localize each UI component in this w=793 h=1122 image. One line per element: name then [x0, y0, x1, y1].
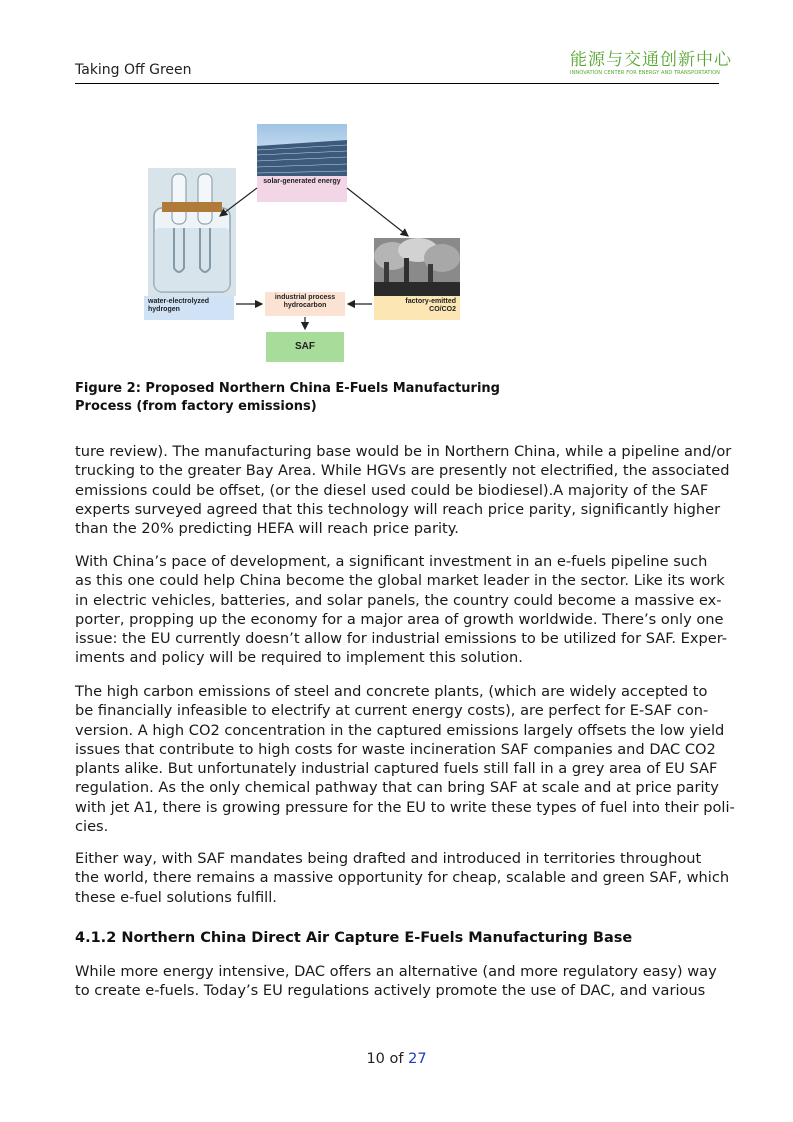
text-line: as this one could help China become the global market leader in the sector. Like its work	[75, 572, 725, 590]
process-diagram-figure	[140, 118, 460, 368]
text-line: emissions could be offset, (or the diesel used could be biodiesel).A majority of the SAF	[75, 481, 709, 499]
document-running-title: Taking Off Green	[75, 62, 192, 78]
page-of-text: of	[389, 1051, 404, 1067]
header-divider	[75, 83, 719, 84]
saf-output-label: SAF	[266, 332, 344, 362]
paragraph-china-development	[75, 552, 728, 668]
section-heading: 4.1.2 Northern China Direct Air Capture E-Fuels Manufacturing Base	[75, 930, 633, 946]
organization-logo	[570, 50, 732, 76]
text-line: issues that contribute to high costs for waste incineration SAF companies and DAC CO2	[75, 740, 716, 758]
page-number-footer	[0, 1051, 793, 1067]
figure-caption	[75, 380, 500, 416]
logo-english-text: INNOVATION CENTER FOR ENERGY AND TRANSPORTATION	[570, 70, 720, 76]
text-line: issue: the EU currently doesn’t allow for industrial emissions to be utilized for SAF. Exper-	[75, 630, 728, 648]
text-line: version. A high CO2 concentration in the captured emissions largely offsets the low yield	[75, 721, 725, 739]
text-line: these e-fuel solutions fulfill.	[75, 888, 277, 906]
solar-energy-label: solar-generated energy	[257, 176, 347, 202]
text-line: regulation. As the only chemical pathway that can bring SAF at scale and at price parity	[75, 779, 719, 797]
paragraph-carbon-emissions	[75, 682, 735, 836]
industrial-process-label: industrial process hydrocarbon	[265, 292, 345, 316]
text-line: the world, there remains a massive opportunity for cheap, scalable and green SAF, which	[75, 869, 730, 887]
text-line: cies.	[75, 818, 109, 836]
text-line: to create e-fuels. Today’s EU regulations actively promote the use of DAC, and various	[75, 982, 706, 1000]
co2-source-label: factory-emitted CO/CO2	[374, 296, 460, 320]
text-line: The high carbon emissions of steel and concrete plants, (which are widely accepted to	[75, 683, 708, 700]
text-line: ture review). The manufacturing base would be in Northern China, while a pipeline and/or	[75, 443, 732, 460]
caption-line: Figure 2: Proposed Northern China E-Fuels Manufacturing	[75, 381, 500, 396]
text-line: trucking to the greater Bay Area. While HGVs are presently not electrified, the associated	[75, 462, 730, 480]
logo-chinese-text: 能源与交通创新中心	[570, 50, 732, 70]
total-pages-link[interactable]: 27	[408, 1051, 427, 1067]
text-line: While more energy intensive, DAC offers an alternative (and more regulatory easy) way	[75, 963, 717, 980]
paragraph-price-parity	[75, 442, 732, 538]
arrow-solar-to-factory	[347, 188, 408, 236]
paragraph-saf-mandates	[75, 849, 730, 907]
process-arrows	[140, 118, 460, 368]
paragraph-dac-intro	[75, 962, 720, 1001]
text-line: plants alike. But unfortunately industrial captured fuels still fall in a grey area of EU SAF	[75, 760, 718, 778]
text-line: in electric vehicles, batteries, and solar panels, the country could become a massive ex-	[75, 591, 722, 609]
caption-line: Process (from factory emissions)	[75, 399, 317, 414]
text-line: iments and policy will be required to implement this solution.	[75, 649, 523, 667]
text-line: than the 20% predicting HEFA will reach price parity.	[75, 520, 459, 538]
text-line: porter, propping up the economy for a major area of growth worldwide. There’s only one	[75, 610, 724, 628]
text-line: be financially infeasible to electrify at current energy costs), are perfect for E-SAF con-	[75, 702, 709, 720]
hydrogen-label: water-electrolyzed hydrogen	[144, 296, 234, 320]
arrow-solar-to-hydrogen	[220, 188, 257, 216]
text-line: experts surveyed agreed that this technology will reach price parity, significantly higher	[75, 500, 721, 518]
text-line: With China’s pace of development, a significant investment in an e-fuels pipeline such	[75, 553, 708, 570]
current-page-number: 10	[366, 1051, 385, 1067]
text-line: with jet A1, there is growing pressure for the EU to write these types of fuel into their poli-	[75, 798, 735, 816]
text-line: Either way, with SAF mandates being drafted and introduced in territories throughout	[75, 850, 702, 867]
